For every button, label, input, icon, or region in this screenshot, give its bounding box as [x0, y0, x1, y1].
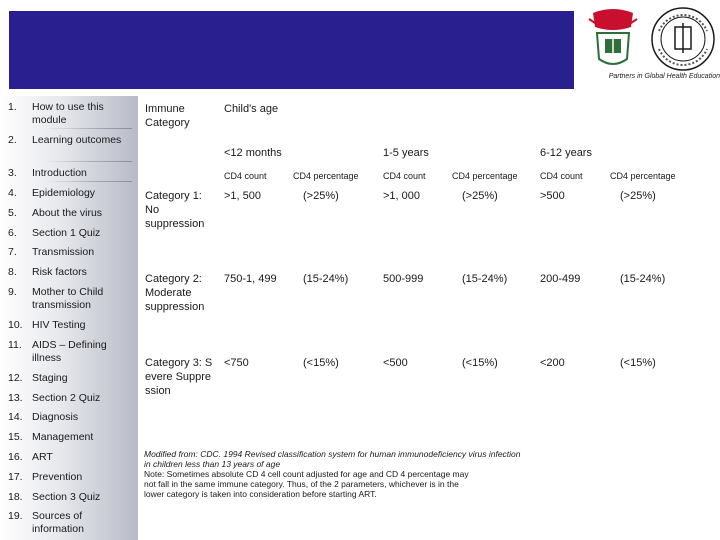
subheader-cd4-count: CD4 count — [540, 171, 583, 181]
sidebar-item-number: 12. — [8, 372, 23, 384]
table-cell: (15-24%) — [303, 273, 349, 285]
table-cell: (15-24%) — [462, 273, 508, 285]
table-cell: (>25%) — [303, 190, 339, 202]
table-cell: <750 — [224, 357, 249, 369]
sidebar-item-number: 17. — [8, 471, 23, 483]
crest-icon — [585, 3, 720, 75]
sidebar-item-label: Section 3 Quiz — [32, 491, 101, 503]
sidebar-item[interactable] — [8, 510, 133, 536]
immune-category-header: Immune Category — [145, 103, 190, 129]
sidebar-item-number: 16. — [8, 451, 23, 463]
sidebar-item-label: Staging — [32, 372, 68, 384]
sidebar-item-label: Management — [32, 431, 94, 443]
sidebar-item[interactable] — [8, 134, 133, 147]
sidebar-item-number: 6. — [8, 227, 17, 239]
sidebar-item-label: Mother to Child transmission — [32, 286, 104, 311]
sidebar-item-number: 18. — [8, 491, 23, 503]
sidebar-divider — [44, 161, 132, 162]
age-group-6-12-years: 6-12 years — [540, 147, 592, 159]
footnote-note-line: not fall in the same immune category. Thus, of the 2 parameters, whichever is in the — [144, 479, 459, 489]
subheader-cd4-count: CD4 count — [224, 171, 267, 181]
age-group-1-5-years: 1-5 years — [383, 147, 429, 159]
subheader-cd4-percentage: CD4 percentage — [293, 171, 359, 181]
table-cell: (<15%) — [462, 357, 498, 369]
table-cell: <200 — [540, 357, 565, 369]
footnote-note-line: Note: Sometimes absolute CD 4 cell count adjusted for age and CD 4 percentage may — [144, 469, 469, 479]
table-cell: 500-999 — [383, 273, 424, 285]
table-cell: (15-24%) — [620, 273, 666, 285]
footnote-source-line: Modified from: CDC. 1994 Revised classification system for human immunodeficiency virus infection — [144, 449, 521, 459]
sidebar-item-label: Epidemiology — [32, 187, 96, 199]
sidebar-item-label: Transmission — [32, 246, 95, 258]
subheader-cd4-percentage: CD4 percentage — [452, 171, 518, 181]
sidebar-item-number: 4. — [8, 187, 17, 199]
sidebar-item[interactable] — [8, 411, 133, 424]
sidebar-item[interactable] — [8, 319, 133, 332]
sidebar-item[interactable] — [8, 266, 133, 279]
sidebar-item[interactable] — [8, 491, 133, 504]
sidebar-item[interactable] — [8, 471, 133, 484]
row-category: Category 1: No suppression — [145, 190, 205, 230]
sidebar-item-number: 5. — [8, 207, 17, 219]
sidebar-item-label: AIDS – Defining illness — [32, 339, 107, 364]
table-cell: (<15%) — [620, 357, 656, 369]
sidebar-item-number: 13. — [8, 392, 23, 404]
partners-tagline: Partners in Global Health Education — [608, 73, 720, 80]
sidebar-item[interactable] — [8, 286, 133, 312]
sidebar-item-label: Learning outcomes — [32, 134, 122, 146]
sidebar-item[interactable] — [8, 246, 133, 259]
sidebar-item[interactable] — [8, 207, 133, 220]
logos — [585, 3, 720, 75]
sidebar-item[interactable] — [8, 101, 133, 127]
table-cell: (<15%) — [303, 357, 339, 369]
sidebar-item-label: Diagnosis — [32, 411, 79, 423]
row-category: Category 2: Moderate suppression — [145, 273, 205, 313]
sidebar-item-number: 1. — [8, 101, 17, 113]
sidebar-item-label: Section 1 Quiz — [32, 227, 101, 239]
header-banner — [9, 11, 574, 89]
subheader-cd4-count: CD4 count — [383, 171, 426, 181]
sidebar-item-number: 7. — [8, 246, 17, 258]
sidebar-item-number: 10. — [8, 319, 23, 331]
table-cell: (>25%) — [462, 190, 498, 202]
table-cell: 200-499 — [540, 273, 581, 285]
table-cell: <500 — [383, 357, 408, 369]
row-category: Category 3: Severe Suppression — [145, 357, 213, 397]
childs-age-header: Child's age — [224, 103, 279, 115]
sidebar-item-number: 14. — [8, 411, 23, 423]
sidebar-divider — [44, 128, 132, 129]
sidebar-item[interactable] — [8, 431, 133, 444]
sidebar-item-number: 8. — [8, 266, 17, 278]
source-footnote — [144, 449, 604, 499]
sidebar-divider — [44, 181, 132, 182]
footnote-note-line: lower category is taken into consideration before starting ART. — [144, 489, 377, 499]
sidebar-item-label: About the virus — [32, 207, 103, 219]
sidebar-item[interactable] — [8, 227, 133, 240]
sidebar-item[interactable] — [8, 187, 133, 200]
sidebar-item[interactable] — [8, 167, 133, 180]
sidebar-item-label: How to use this module — [32, 101, 104, 126]
sidebar-item-label: Prevention — [32, 471, 83, 483]
sidebar-item-number: 19. — [8, 510, 23, 522]
sidebar-item[interactable] — [8, 392, 133, 405]
sidebar-item-label: Sources of information — [32, 510, 84, 535]
table-cell: >1, 000 — [383, 190, 421, 202]
table-cell: (>25%) — [620, 190, 656, 202]
footnote-source-line: in children less than 13 years of age — [144, 459, 281, 469]
sidebar-item-number: 2. — [8, 134, 17, 146]
sidebar-item[interactable] — [8, 372, 133, 385]
sidebar-item-number: 11. — [8, 339, 22, 351]
age-group-under-12-months: <12 months — [224, 147, 282, 159]
sidebar-item[interactable] — [8, 339, 133, 365]
table-cell: >500 — [540, 190, 565, 202]
sidebar-item-label: Risk factors — [32, 266, 87, 278]
sidebar-item-label: Introduction — [32, 167, 87, 179]
sidebar-item-number: 9. — [8, 286, 17, 298]
sidebar-item-number: 3. — [8, 167, 17, 179]
table-cell: >1, 500 — [224, 190, 262, 202]
sidebar-item-label: Section 2 Quiz — [32, 392, 101, 404]
college-of-medicine-seal-icon — [652, 8, 714, 70]
sidebar-item-label: HIV Testing — [32, 319, 86, 331]
sidebar-item-label: ART — [32, 451, 53, 463]
table-cell: 750-1, 499 — [224, 273, 277, 285]
sidebar-item-number: 15. — [8, 431, 23, 443]
sidebar-item[interactable] — [8, 451, 133, 464]
subheader-cd4-percentage: CD4 percentage — [610, 171, 676, 181]
